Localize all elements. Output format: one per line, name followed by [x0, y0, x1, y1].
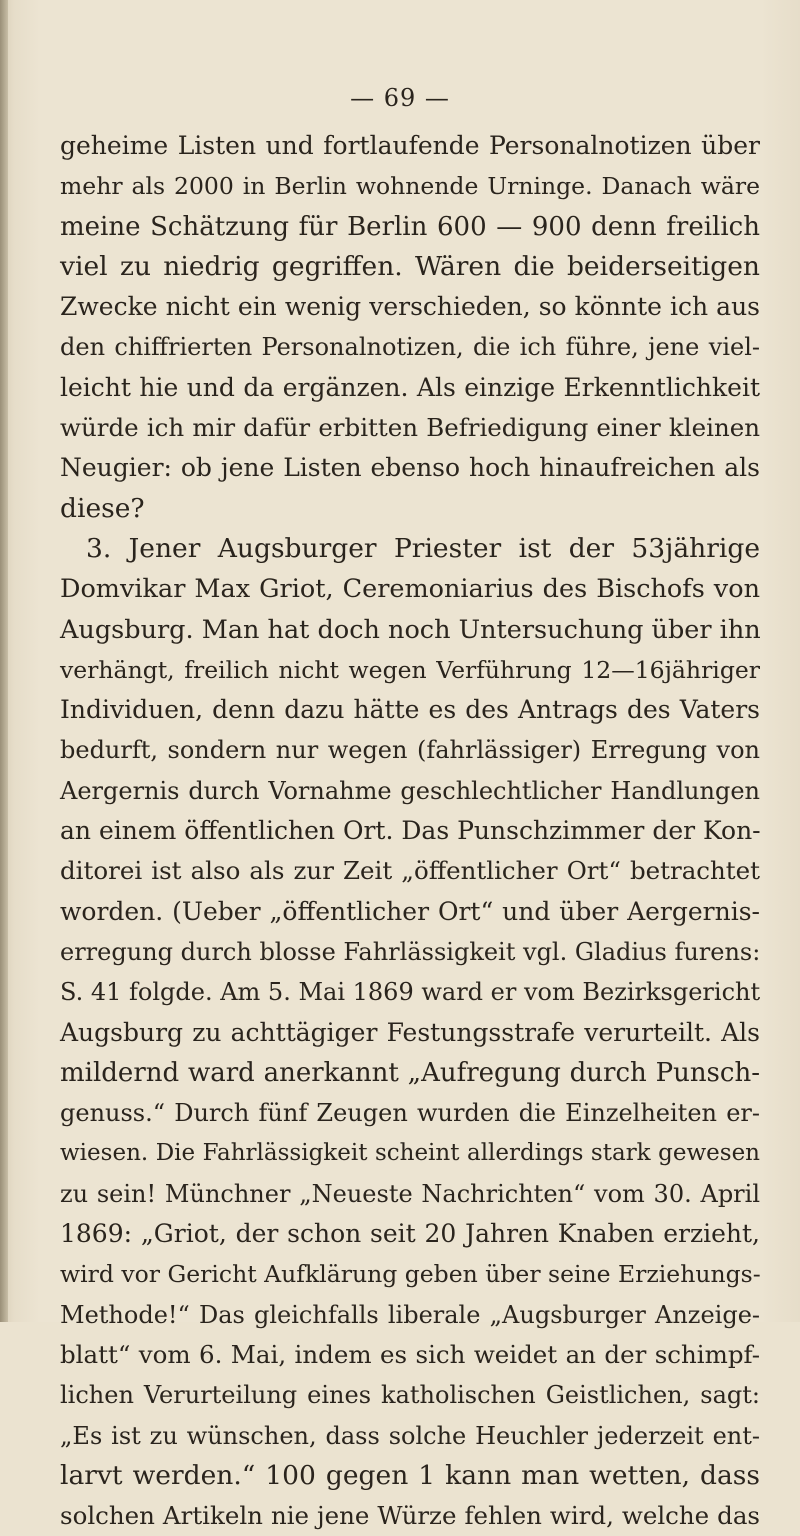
text-line: den chiffrierten Personalnotizen, die ich führe, jene viel-	[60, 333, 760, 362]
text-line: mehr als 2000 in Berlin wohnende Urninge. Danach wäre	[60, 172, 760, 201]
text-line: Aergernis durch Vornahme geschlechtlicher Handlungen	[60, 776, 760, 805]
text-line: an einem öffentlichen Ort. Das Punschzimmer der Kon-	[60, 816, 761, 846]
text-line: solchen Artikeln nie jene Würze fehlen wird, welche das	[60, 1501, 760, 1531]
text-line: Methode!“ Das gleichfalls liberale „Augsburger Anzeige-	[60, 1300, 760, 1329]
text-line: verhängt, freilich nicht wegen Verführung 12—16jähriger	[60, 655, 760, 684]
text-line: S. 41 folgde. Am 5. Mai 1869 ward er vom Bezirksgericht	[60, 978, 761, 1007]
text-line: leicht hie und da ergänzen. Als einzige Erkenntlichkeit	[60, 372, 760, 402]
text-line: würde ich mir dafür erbitten Befriedigung einer kleinen	[60, 413, 760, 443]
text-line: Augsburg. Man hat doch noch Untersuchung über ihn	[60, 614, 761, 645]
text-line: geheime Listen und fortlaufende Personalnotizen über	[60, 131, 760, 160]
text-line: Zwecke nicht ein wenig verschieden, so könnte ich aus	[60, 292, 760, 322]
text-line: diese?	[60, 492, 145, 524]
text-line: blatt“ vom 6. Mai, indem es sich weidet an der schimpf-	[60, 1339, 760, 1369]
text-line: ditorei ist also als zur Zeit „öffentlicher Ort“ betrachtet	[60, 856, 760, 886]
text-line: Neugier: ob jene Listen ebenso hoch hinaufreichen als	[60, 453, 760, 483]
page-number: — 69 —	[350, 84, 450, 112]
text-line: mildernd ward anerkannt „Aufregung durch Punsch-	[60, 1057, 760, 1088]
text-line: meine Schätzung für Berlin 600 — 900 denn freilich	[60, 211, 760, 242]
text-line: Individuen, denn dazu hätte es des Antrags des Vaters	[60, 695, 760, 725]
text-line: genuss.“ Durch fünf Zeugen wurden die Einzelheiten er-	[60, 1099, 760, 1128]
text-line: zu sein! Münchner „Neueste Nachrichten“ vom 30. April	[60, 1179, 760, 1208]
text-line: larvt werden.“ 100 gegen 1 kann man wetten, dass	[60, 1459, 760, 1491]
text-line: wird vor Gericht Aufklärung geben über seine Erziehungs-	[60, 1260, 761, 1289]
text-line: Augsburg zu achttägiger Festungsstrafe verurteilt. Als	[60, 1017, 760, 1047]
page-spine-shadow	[0, 0, 8, 1322]
text-line: worden. (Ueber „öffentlicher Ort“ und über Aergernis-	[60, 896, 760, 926]
text-line: „Es ist zu wünschen, dass solche Heuchler jederzeit ent-	[60, 1421, 760, 1450]
text-line: Domvikar Max Griot, Ceremoniarius des Bischofs von	[60, 574, 760, 605]
text-line: erregung durch blosse Fahrlässigkeit vgl. Gladius furens:	[60, 937, 761, 966]
text-line: 1869: „Griot, der schon seit 20 Jahren Knaben erzieht,	[60, 1219, 760, 1249]
text-line: viel zu niedrig gegriffen. Wären die beiderseitigen	[60, 250, 760, 282]
body-text	[60, 126, 760, 1536]
text-line: wiesen. Die Fahrlässigkeit scheint allerdings stark gewesen	[60, 1140, 760, 1167]
text-line: 3. Jener Augsburger Priester ist der 53jährige	[86, 532, 760, 564]
text-line: lichen Verurteilung eines katholischen Geistlichen, sagt:	[60, 1381, 760, 1410]
text-line: bedurft, sondern nur wegen (fahrlässiger) Erregung von	[60, 736, 760, 765]
